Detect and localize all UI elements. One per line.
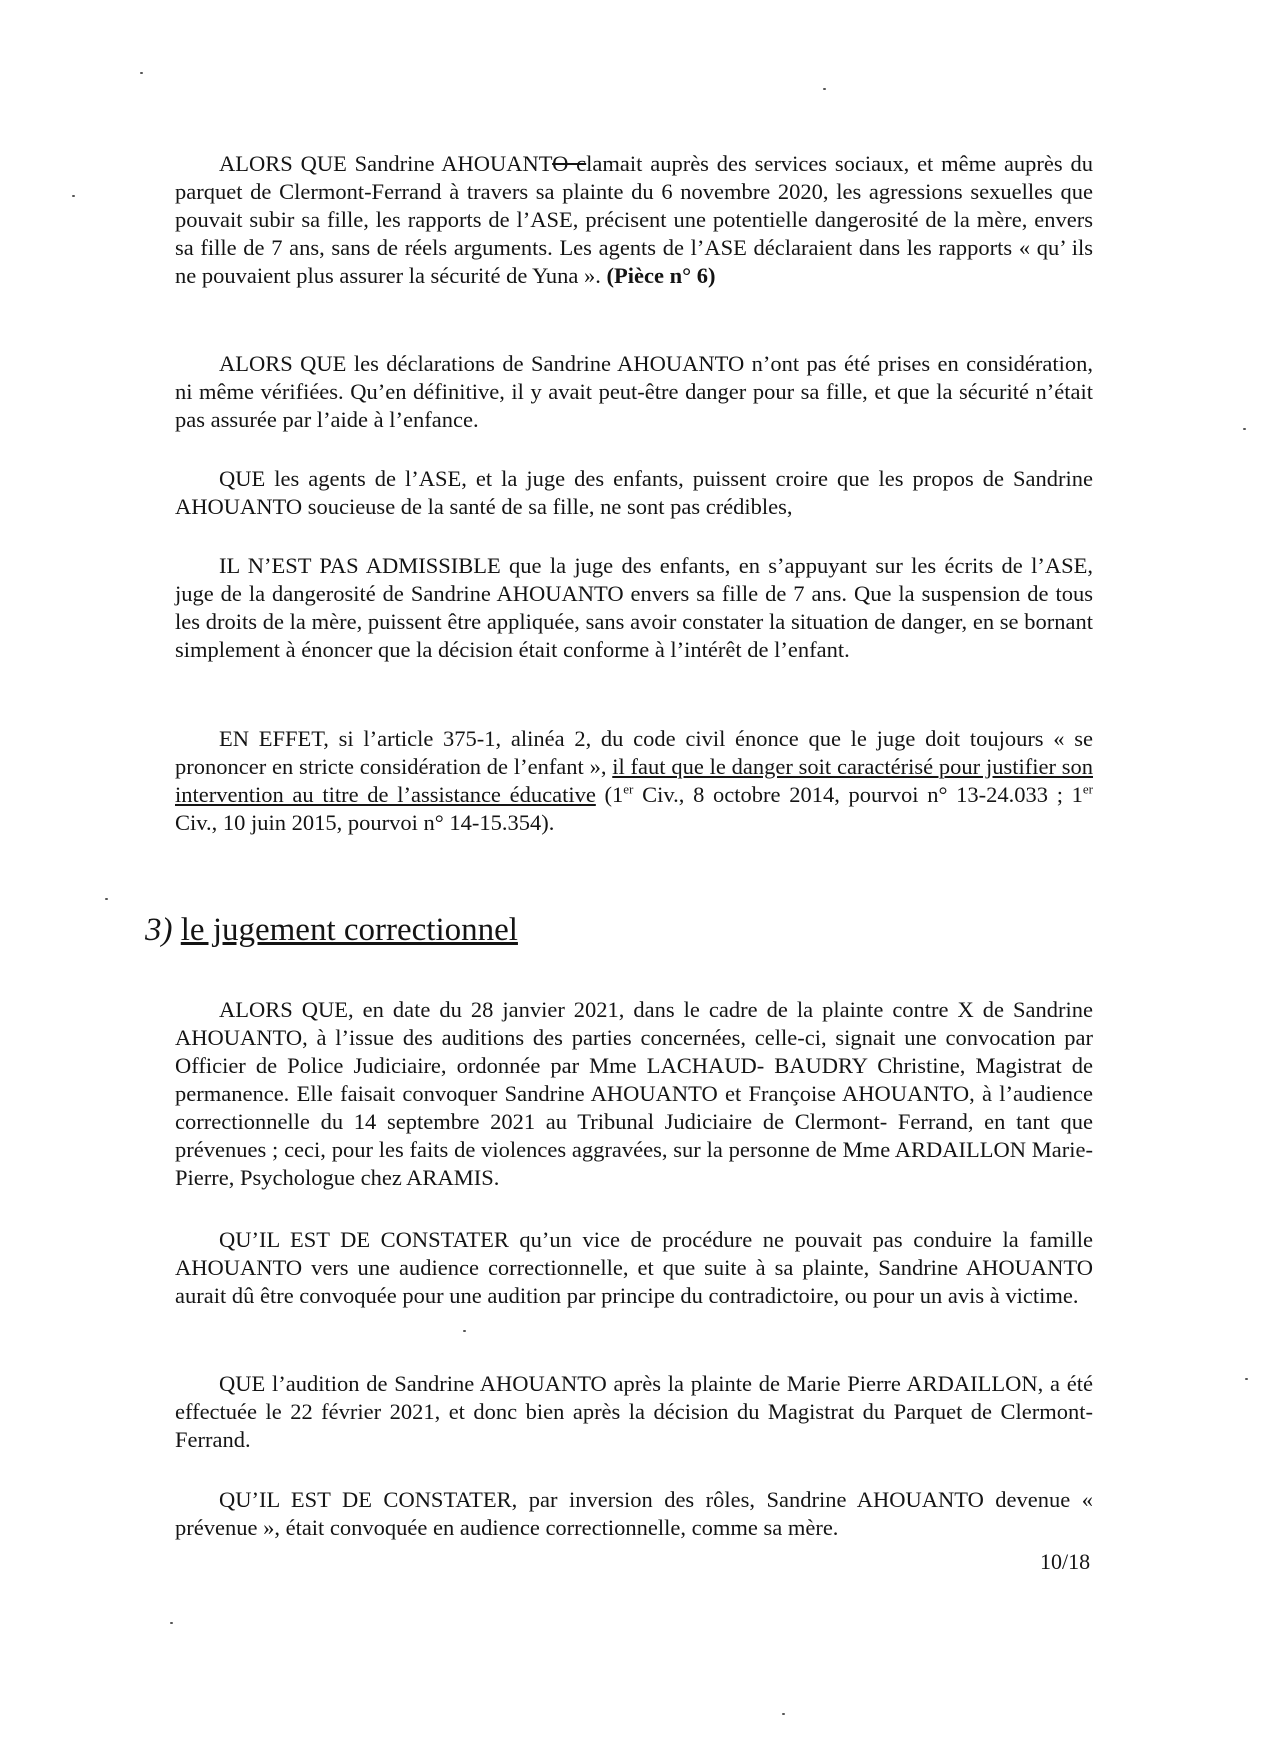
paragraph-alors-que-clamait	[175, 150, 1093, 290]
paragraph-pas-admissible: IL N’EST PAS ADMISSIBLE que la juge des enfants, en s’appuyant sur les écrits de l’ASE, juge de la dangerosité de Sandrine AHOUANTO envers sa fille de 7 ans. Que la suspension de tous les droits de la mère, puissent être appliquée, sans avoir constater la situation de danger, en se bornant simplement à énoncer que la décision était conforme à l’intérêt de l’enfant.	[175, 553, 1093, 662]
section-title-text: le jugement correctionnel	[180, 912, 518, 948]
scan-speck	[170, 1622, 173, 1624]
superscript: er	[1082, 781, 1094, 797]
text-run: EN EFFET, si l’article 375-1, alinéa 2, du code civil énonce que le juge doit toujours « se prononcer en stricte considération de l’enfant »,	[175, 726, 1093, 779]
underlined-text: il faut que le danger soit caractérisé pour justifier son intervention au titre de l’assistance éducative	[175, 754, 1093, 807]
page-number: 10/18	[1040, 1549, 1091, 1574]
exhibit-reference: (Pièce n° 6)	[606, 263, 716, 288]
paragraph-audition-date: QUE l’audition de Sandrine AHOUANTO après la plainte de Marie Pierre ARDAILLON, a été effectuée le 22 février 2021, et donc bien après la décision du Magistrat du Parquet de Clermont-Ferrand.	[175, 1371, 1093, 1452]
text-run: lamait auprès des services sociaux, et même auprès du parquet de Clermont-Ferrand à travers sa plainte du 6 novembre 2020, les agressions sexuelles que pouvait subir sa fille, les rapports de l’ASE, précisent une potentielle dangerosité de la mère, envers sa fille de 7 ans, sans de réels arguments. Les agents de l’ASE déclaraient dans les rapports « qu’ ils ne pouvaient plus assurer la sécurité de Yuna ».	[175, 151, 1094, 288]
scan-speck	[1245, 1378, 1248, 1380]
section-number: 3)	[145, 912, 173, 948]
paragraph-propos-non-credibles: QUE les agents de l’ASE, et la juge des enfants, puissent croire que les propos de Sandrine AHOUANTO soucieuse de la santé de sa fille, ne sont pas crédibles,	[175, 466, 1093, 519]
text-run: Civ., 10 juin 2015, pourvoi n° 14-15.354).	[175, 810, 555, 835]
scan-speck	[105, 898, 108, 900]
paragraph-en-effet-article	[175, 725, 1093, 837]
paragraph-inversion-des-roles: QU’IL EST DE CONSTATER, par inversion des rôles, Sandrine AHOUANTO devenue « prévenue », était convoquée en audience correctionnelle, comme sa mère.	[175, 1487, 1093, 1540]
scan-speck	[463, 1330, 466, 1332]
section-heading	[145, 910, 518, 950]
paragraph-convocation-opj: ALORS QUE, en date du 28 janvier 2021, dans le cadre de la plainte contre X de Sandrine AHOUANTO, à l’issue des auditions des parties concernées, celle-ci, signait une convocation par Officier de Police Judiciaire, ordonnée par Mme LACHAUD- BAUDRY Christine, Magistrat de permanence. Elle faisait convoquer Sandrine AHOUANTO et Françoise AHOUANTO, à l’audience correctionnelle du 14 septembre 2021 au Tribunal Judiciaire de Clermont- Ferrand, en tant que prévenues ; ceci, pour les faits de violences aggravées, sur la personne de Mme ARDAILLON Marie-Pierre, Psychologue chez ARAMIS.	[175, 997, 1093, 1190]
text-run: Civ., 8 octobre 2014, pourvoi n° 13-24.033 ; 1	[633, 782, 1083, 807]
scan-speck	[823, 88, 826, 90]
text-run: (1	[595, 782, 624, 807]
superscript: er	[623, 781, 634, 797]
scan-speck	[72, 195, 75, 197]
scan-speck	[140, 72, 143, 74]
scan-speck	[1243, 428, 1246, 430]
scan-speck	[782, 1713, 785, 1715]
paragraph-declarations-non-prises: ALORS QUE les déclarations de Sandrine AHOUANTO n’ont pas été prises en considération, ni même vérifiées. Qu’en définitive, il y avait peut-être danger pour sa fille, et que la sécurité n’était pas assurée par l’aide à l’enfance.	[175, 351, 1093, 432]
paragraph-vice-de-procedure: QU’IL EST DE CONSTATER qu’un vice de procédure ne pouvait pas conduire la famille AHOUANTO vers une audience correctionnelle, et que suite à sa plainte, Sandrine AHOUANTO aurait dû être convoquée pour une audition par principe du contradictoire, ou pour un avis à victime.	[175, 1227, 1093, 1308]
struck-text: O c	[552, 151, 587, 176]
text-run: ALORS QUE Sandrine AHOUANT	[219, 151, 553, 176]
